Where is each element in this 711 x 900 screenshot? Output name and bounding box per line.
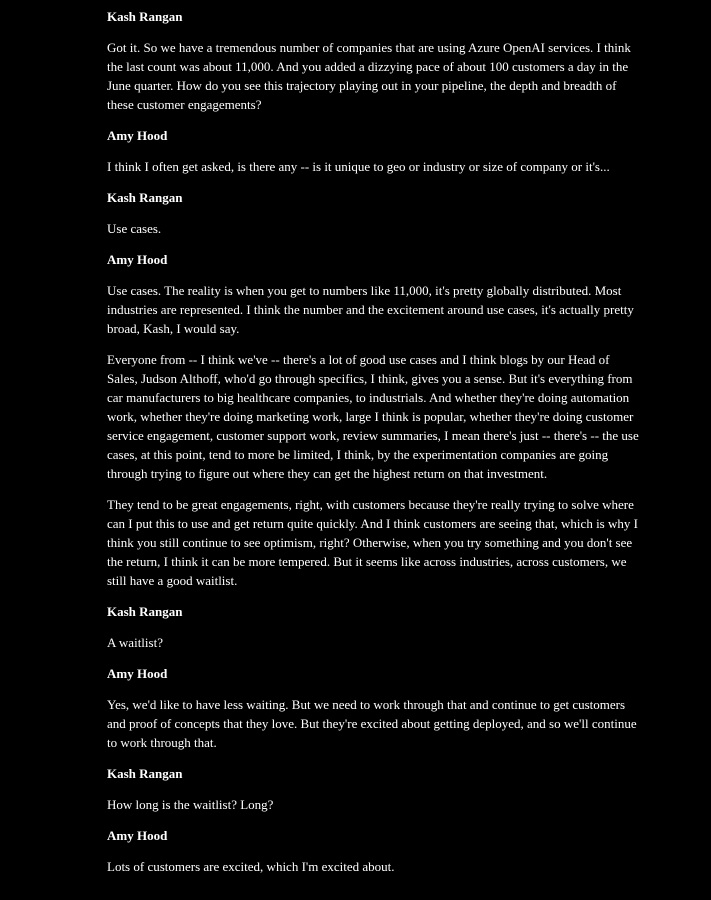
speaker-paragraph: Lots of customers are excited, which I'm excited about. — [107, 859, 395, 874]
speaker-name: Kash Rangan — [107, 190, 183, 205]
speaker-name: Kash Rangan — [107, 604, 183, 619]
speaker-paragraph: Got it. So we have a tremendous number of companies that are using Azure OpenAI services. I think the last count was about 11,000. And you added a dizzying pace of about 100 customers a day in the June quarter. How do you see this trajectory playing out in your pipeline, the depth and breadth of these customer engagements? — [107, 40, 631, 112]
speaker-paragraph: Use cases. — [107, 221, 162, 236]
speaker-paragraph: A waitlist? — [107, 635, 163, 650]
speaker-name: Amy Hood — [107, 128, 168, 143]
transcript — [107, 7, 641, 888]
speaker-paragraph: I think I often get asked, is there any -- is it unique to geo or industry or size of company or it's... — [107, 159, 610, 174]
speaker-paragraph: They tend to be great engagements, right, with customers because they're really trying to solve where can I put this to use and get return quite quickly. And I think customers are seeing that, which is why I think you still continue to see optimism, right? Otherwise, when you try something and you don't see the return, I think it can be more tempered. But it seems like across industries, across customers, we still have a good waitlist. — [107, 497, 638, 588]
speaker-name: Kash Rangan — [107, 766, 183, 781]
speaker-paragraph: How long is the waitlist? Long? — [107, 797, 274, 812]
speaker-name: Amy Hood — [107, 828, 168, 843]
speaker-name: Amy Hood — [107, 666, 168, 681]
speaker-name: Amy Hood — [107, 252, 168, 267]
speaker-name: Kash Rangan — [107, 9, 183, 24]
speaker-paragraph: Use cases. The reality is when you get to numbers like 11,000, it's pretty globally distributed. Most industries are represented. I think the number and the excitement around use cases, it's actually pretty broad, Kash, I would say. — [107, 283, 634, 336]
speaker-paragraph: Yes, we'd like to have less waiting. But we need to work through that and continue to get customers and proof of concepts that they love. But they're excited about getting deployed, and so we'll continue to work through that. — [107, 697, 637, 750]
speaker-paragraph: Everyone from -- I think we've -- there's a lot of good use cases and I think blogs by our Head of Sales, Judson Althoff, who'd go through specifics, I think, gives you a sense. But it's everything from car manufacturers to big healthcare companies, to industrials. And whether they're doing automation work, whether they're doing marketing work, large I think is popular, whether they're doing customer service engagement, customer support work, review summaries, I mean there's just -- there's -- the use cases, at this point, tend to more be limited, I think, by the experimentation companies are going through trying to figure out where they can get the highest return on that investment. — [107, 352, 639, 481]
